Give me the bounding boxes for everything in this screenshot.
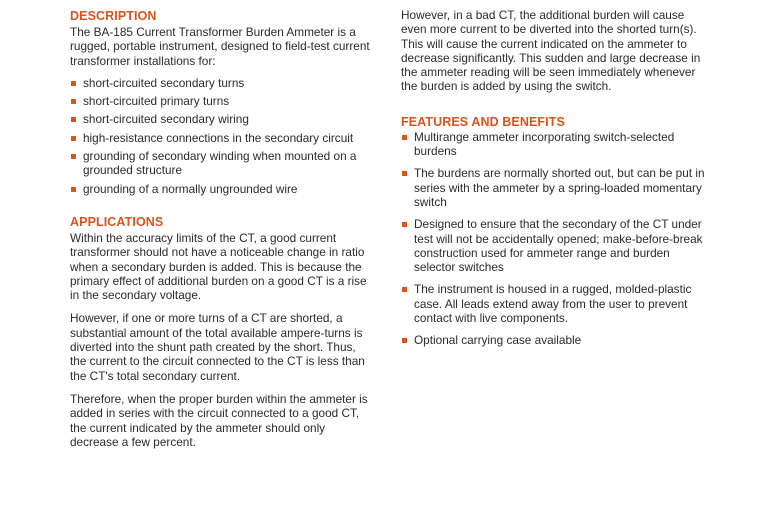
- bullet-icon: [71, 154, 76, 159]
- list-item: grounding of a normally ungrounded wire: [70, 182, 375, 196]
- bullet-icon: [402, 135, 407, 140]
- list-item: short-circuited secondary turns: [70, 76, 375, 90]
- list-item: The instrument is housed in a rugged, molded-plastic case. All leads extend away from the user to prevent contact with live components.: [401, 282, 711, 325]
- list-item: grounding of secondary winding when mounted on a grounded structure: [70, 149, 375, 178]
- list-item: The burdens are normally shorted out, but can be put in series with the ammeter by a spring-loaded momentary switch: [401, 166, 711, 209]
- bullet-icon: [71, 187, 76, 192]
- bullet-icon: [71, 99, 76, 104]
- applications-heading: APPLICATIONS: [70, 214, 164, 229]
- features-list: [401, 130, 711, 348]
- bullet-icon: [402, 222, 407, 227]
- description-heading: DESCRIPTION: [70, 9, 157, 23]
- description-text: The BA-185 Current Transformer Burden Ammeter is a rugged, portable instrument, designed to field-test current transformer installations for:: [70, 25, 370, 68]
- features-heading: FEATURES AND BENEFITS: [401, 114, 565, 129]
- list-item: Multirange ammeter incorporating switch-selected burdens: [401, 130, 711, 159]
- bullet-icon: [402, 338, 407, 343]
- applications-paragraph: However, in a bad CT, the additional burden will cause even more current to be diverted into the shorted turn(s). This will cause the current indicated on the ammeter to decrease significantly. This sudden and large decrease in the ammeter reading will be seen immediately whenever the burden is added by using the switch.: [401, 8, 701, 94]
- bullet-icon: [402, 171, 407, 176]
- list-item: high-resistance connections in the secondary circuit: [70, 131, 375, 145]
- list-item: Optional carrying case available: [401, 333, 711, 347]
- description-list: [70, 76, 375, 196]
- left-column: [70, 0, 375, 449]
- applications-paragraph: Within the accuracy limits of the CT, a good current transformer should not have a noticeable change in ratio when a secondary burden is added. This is because the primary effect of additional burden on a good CT is a rise in the secondary voltage.: [70, 230, 367, 303]
- list-item: short-circuited primary turns: [70, 94, 375, 108]
- bullet-icon: [71, 81, 76, 86]
- bullet-icon: [71, 136, 76, 141]
- bullet-icon: [402, 287, 407, 292]
- applications-paragraph: However, if one or more turns of a CT are shorted, a substantial amount of the total available ampere-turns is diverted into the shunt path created by the short. Thus, the current to the circuit connected to the CT is less than the CT's total secondary current.: [70, 311, 365, 383]
- bullet-icon: [71, 117, 76, 122]
- applications-paragraph: Therefore, when the proper burden within the ammeter is added in series with the circuit connected to a good CT, the current indicated by the ammeter should only decrease a few percent.: [70, 391, 368, 449]
- right-column: [401, 0, 711, 356]
- list-item: Designed to ensure that the secondary of the CT under test will not be accidentally opened; make-before-break construction used for ammeter range and burden selector switches: [401, 217, 711, 274]
- list-item: short-circuited secondary wiring: [70, 112, 375, 126]
